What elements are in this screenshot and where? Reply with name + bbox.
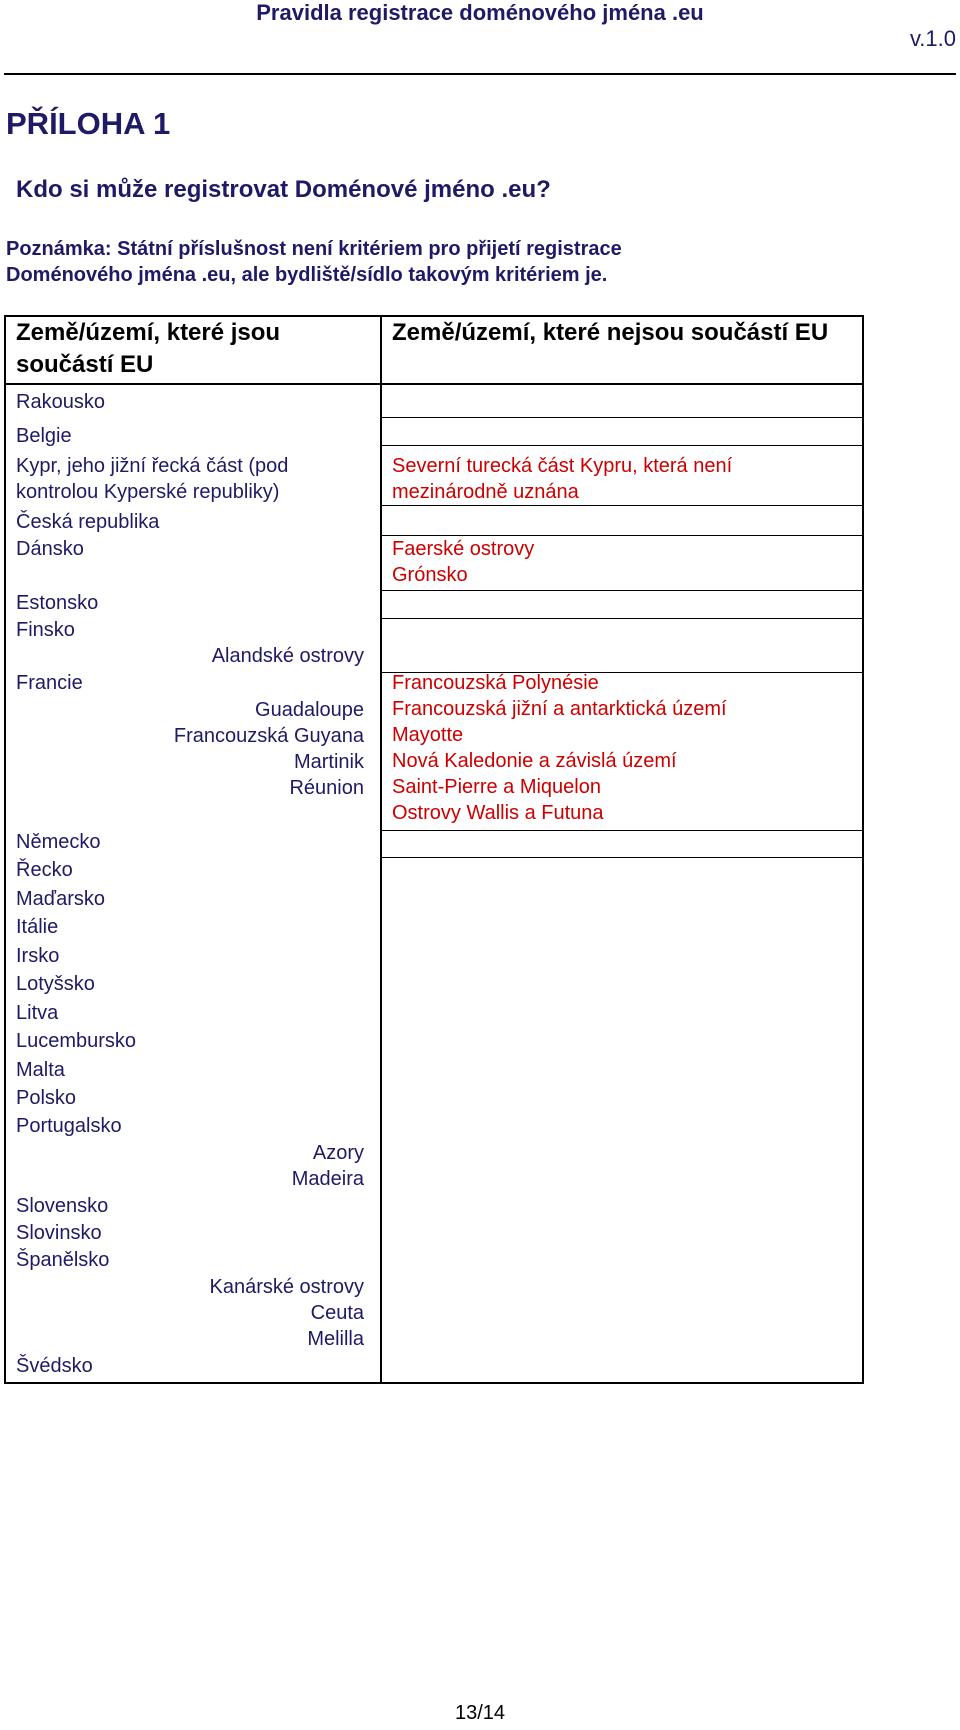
- eu-territory: Francouzská Guyana: [173, 725, 364, 747]
- non-eu-column-header: Země/území, které nejsou součástí EU: [392, 319, 829, 346]
- eu-country: Malta: [16, 1059, 65, 1081]
- eu-column-header: Země/území, které jsou součástí EU: [16, 319, 281, 378]
- eu-country: Irsko: [16, 945, 60, 967]
- header-row-divider: [6, 383, 862, 385]
- eu-territory: Alandské ostrovy: [211, 645, 364, 667]
- eu-country: Rakousko: [16, 391, 105, 413]
- eu-country: Řecko: [16, 859, 73, 881]
- non-eu-territory: Faerské ostrovy: [392, 538, 535, 560]
- column-divider: [380, 317, 382, 1382]
- row-divider: [382, 417, 862, 418]
- row-divider: [382, 857, 862, 858]
- document-version: v.1.0: [909, 26, 956, 51]
- eu-territory: Ceuta: [310, 1302, 364, 1324]
- eu-country: Polsko: [16, 1087, 77, 1109]
- eu-country: Lotyšsko: [16, 973, 95, 995]
- eu-country: Finsko: [16, 619, 75, 641]
- eu-country: Francie: [16, 672, 83, 694]
- eu-country: Kypr, jeho jižní řecká část (pod kontrolou Kyperské republiky): [16, 455, 289, 503]
- eu-country: Maďarsko: [16, 888, 105, 910]
- row-divider: [382, 830, 862, 831]
- eu-country: Portugalsko: [16, 1115, 122, 1137]
- non-eu-territory: Grónsko: [392, 564, 468, 586]
- eu-territory: Réunion: [289, 777, 364, 799]
- non-eu-territory: Francouzská jižní a antarktická území: [392, 698, 727, 720]
- section-question: Kdo si může registrovat Doménové jméno .eu?: [16, 176, 551, 203]
- eu-country: Belgie: [16, 425, 72, 447]
- eu-country: Slovinsko: [16, 1222, 102, 1244]
- eu-country: Švédsko: [16, 1355, 93, 1377]
- eu-territory: Guadaloupe: [255, 699, 364, 721]
- eu-country: Itálie: [16, 916, 59, 938]
- eu-membership-table: [4, 315, 864, 1384]
- eu-territory: Azory: [312, 1142, 364, 1164]
- eu-territory: Melilla: [307, 1328, 364, 1350]
- header-divider: [4, 73, 956, 75]
- row-divider: [382, 505, 862, 506]
- row-divider: [382, 590, 862, 591]
- eu-territory: Martinik: [293, 751, 364, 773]
- eu-country: Litva: [16, 1002, 59, 1024]
- row-divider: [382, 445, 862, 446]
- eu-country: Slovensko: [16, 1195, 109, 1217]
- eu-country: Estonsko: [16, 592, 99, 614]
- eu-country: Dánsko: [16, 538, 84, 560]
- annex-title: PŘÍLOHA 1: [6, 106, 171, 141]
- eu-country: Lucembursko: [16, 1030, 137, 1052]
- non-eu-territory: Nová Kaledonie a závislá území: [392, 750, 677, 772]
- row-divider: [382, 618, 862, 619]
- non-eu-territory: Francouzská Polynésie: [392, 672, 599, 694]
- eu-territory: Kanárské ostrovy: [209, 1276, 364, 1298]
- note-paragraph: Poznámka: Státní příslušnost není kritériem pro přijetí registrace Doménového jména .eu, ale bydliště/sídlo takovým kritériem je.: [6, 238, 622, 286]
- non-eu-territory: Saint-Pierre a Miquelon: [392, 776, 601, 798]
- eu-country: Německo: [16, 831, 101, 853]
- eu-territory: Madeira: [291, 1168, 364, 1190]
- document-header-title: Pravidla registrace doménového jména .eu: [256, 0, 704, 25]
- non-eu-territory: Mayotte: [392, 724, 464, 746]
- eu-country: Česká republika: [16, 511, 160, 533]
- eu-country: Španělsko: [16, 1249, 110, 1271]
- non-eu-territory: Ostrovy Wallis a Futuna: [392, 802, 604, 824]
- non-eu-territory: Severní turecká část Kypru, která není mezinárodně uznána: [392, 455, 733, 503]
- page-number: 13/14: [454, 1702, 506, 1724]
